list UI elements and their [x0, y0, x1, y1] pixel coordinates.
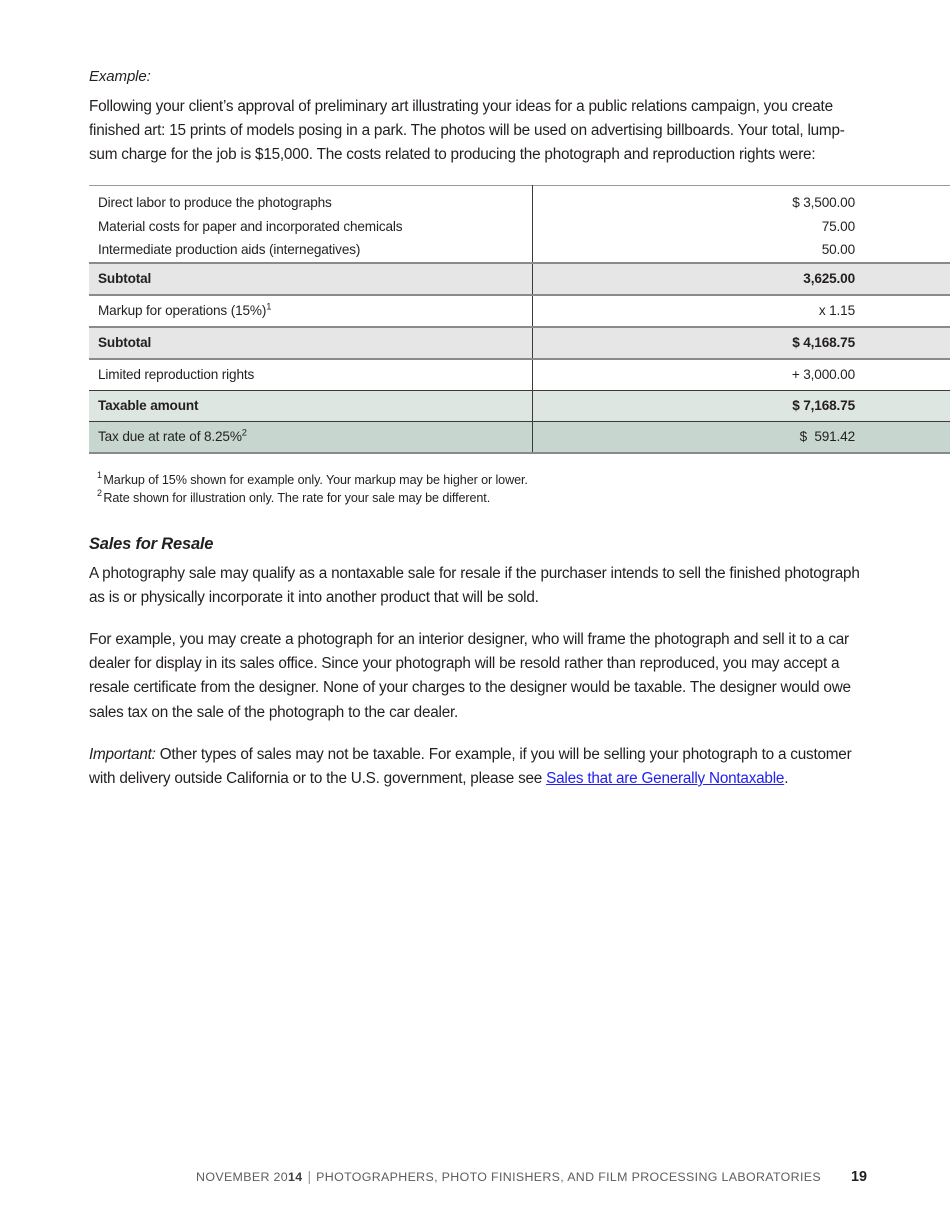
- intro-paragraph: Following your client’s approval of preliminary art illustrating your ideas for a public relations campaign, you create finished art: 15 prints of models posing in a park. The photos will be used on advertising billboards. Your total, lump-sum charge for the job is $15,000. The costs related to producing the photograph and reproduction rights were:: [89, 98, 845, 164]
- footnote-text: Markup of 15% shown for example only. Your markup may be higher or lower.: [103, 472, 528, 487]
- footnote-marker: 1: [266, 301, 272, 312]
- table-cell-amount: 75.00: [533, 216, 950, 239]
- footer-date: [196, 1170, 302, 1184]
- table-cell-label: Tax due at rate of 8.25%$^2$: [89, 421, 533, 453]
- table-cell-label: Subtotal: [89, 327, 533, 359]
- table-row: [89, 239, 950, 263]
- table-row: [89, 390, 950, 421]
- table-cell-amount: + 3,000.00: [533, 359, 950, 391]
- footnote: [97, 471, 867, 489]
- table-row: [89, 295, 950, 327]
- table-cell-amount: $ 591.42: [533, 421, 950, 453]
- footnote-marker: 2: [97, 488, 102, 499]
- table-cell-amount: x 1.15: [533, 295, 950, 327]
- important-label: Important:: [89, 745, 156, 763]
- resale-paragraph-1: A photography sale may qualify as a nontaxable sale for resale if the purchaser intends to sell the finished photograph as is or physically incorporate it into another product that will be sold.: [89, 564, 860, 606]
- section-heading-sales-for-resale: Sales for Resale: [89, 534, 214, 553]
- page-content: [89, 66, 867, 791]
- table-cell-amount: $ 4,168.75: [533, 327, 950, 359]
- table-row: [89, 263, 950, 295]
- footnote-marker: 1: [97, 470, 102, 481]
- link-sales-that-are-generally-nontaxable[interactable]: Sales that are Generally Nontaxable: [546, 770, 785, 788]
- table-row: [89, 359, 950, 391]
- table-row: [89, 327, 950, 359]
- table-cell-label: Intermediate production aids (internegatives): [89, 239, 533, 263]
- footnote-marker: 2: [241, 427, 247, 438]
- sales-for-resale-section: [89, 533, 867, 792]
- table-body: [89, 185, 950, 453]
- table-cell-label: Subtotal: [89, 263, 533, 295]
- footer-page-number: 19: [850, 1169, 867, 1185]
- table-cell-amount: $ 3,500.00: [533, 185, 950, 216]
- table-cell-amount: 3,625.00: [533, 263, 950, 295]
- footnote-text: Rate shown for illustration only. The rate for your sale may be different.: [103, 490, 491, 505]
- table-cell-label: Markup for operations $(15\%)^1$: [89, 295, 533, 327]
- resale-paragraph-2: For example, you may create a photograph for an interior designer, who will frame the photograph and sell it to a car dealer for display in its sales office. Since your photograph will be resold rather than reproduced, you may accept a resale certificate from the designer. None of your charges to the designer would be taxable. The designer would owe sales tax on the sale of the photograph to the car dealer.: [89, 631, 851, 721]
- table-cell-label: Taxable amount: [89, 390, 533, 421]
- table-cell-amount: $ 7,168.75: [533, 390, 950, 421]
- table-cell-label: Direct labor to produce the photographs: [89, 185, 533, 216]
- footer-date-prefix: NOVEMBER 20: [196, 1170, 289, 1184]
- footnote: [97, 489, 867, 507]
- table-cell-amount: 50.00: [533, 239, 950, 263]
- footnotes-block: [89, 471, 867, 507]
- table-row: [89, 216, 950, 239]
- important-text-before: Other types of sales may not be taxable. For example, if you will be selling your photograph to a customer with delivery outside California or to the U.S. government, please see: [89, 745, 852, 788]
- page-footer: [0, 1168, 950, 1192]
- table-row: [89, 185, 950, 216]
- table-cell-label: Material costs for paper and incorporated chemicals: [89, 216, 533, 239]
- important-text-after: .: [784, 770, 789, 788]
- table-row: [89, 421, 950, 453]
- important-paragraph: [89, 743, 867, 791]
- footer-date-year-bold: 14: [288, 1170, 303, 1184]
- table-cell-label: Limited reproduction rights: [89, 359, 533, 391]
- example-label: Example:: [89, 68, 151, 85]
- footer-title: PHOTOGRAPHERS, PHOTO FINISHERS, AND FILM PROCESSING LABORATORIES: [316, 1170, 821, 1184]
- cost-calculation-table: [89, 185, 950, 454]
- footer-inner: [196, 1168, 867, 1185]
- footer-separator: |: [307, 1168, 312, 1184]
